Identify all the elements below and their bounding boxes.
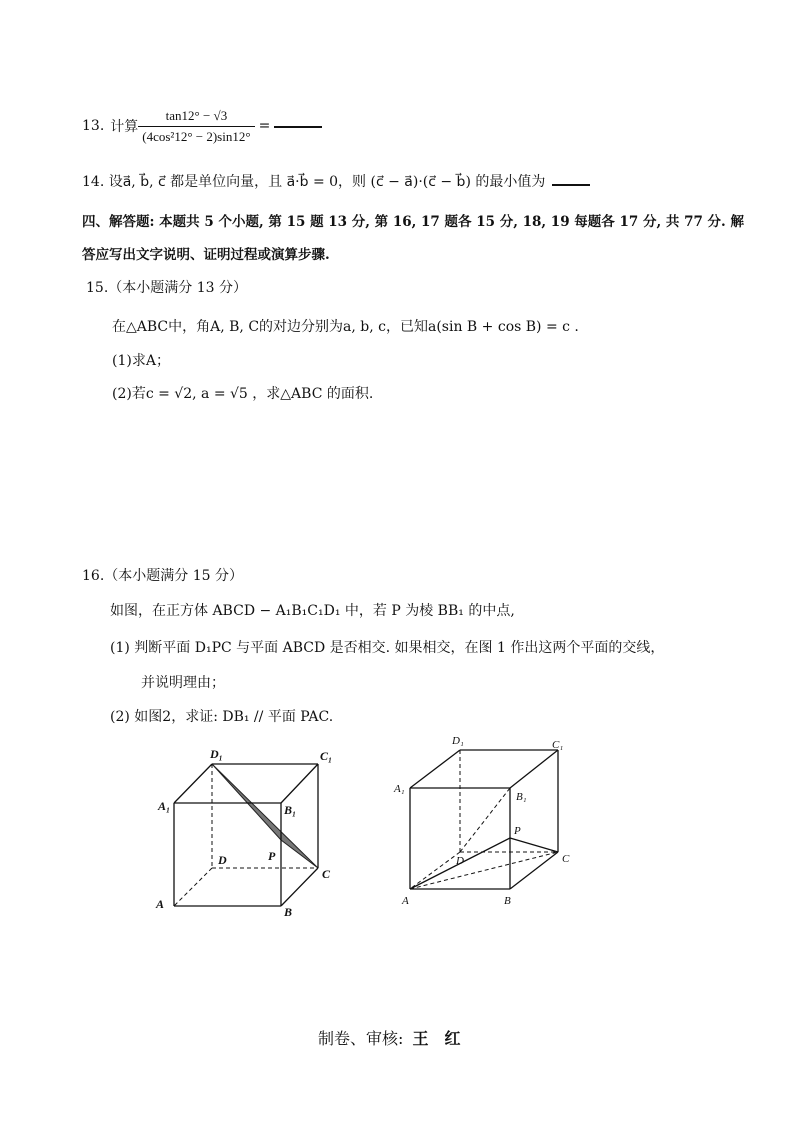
q14-answer-blank[interactable] <box>552 183 590 186</box>
edge-c1-b1 <box>281 764 318 803</box>
q16-part1-line1: (1) 判断平面 D₁PC 与平面 ABCD 是否相交. 如果相交，在图 1 作出这两个平面的交线， <box>110 640 665 656</box>
q16-part1-line2: 并说明理由； <box>141 675 225 691</box>
label-c1: C₁ <box>320 749 333 763</box>
label-b: B <box>284 905 293 919</box>
q13-fraction <box>138 108 254 145</box>
q15-stem: 在△ABC中，角A, B, C的对边分别为a, b, c，已知a(sin B + cos B) = c . <box>112 319 579 335</box>
label-a1: A₁ <box>394 783 405 795</box>
q13-number: 13. <box>82 118 105 134</box>
label-d: D <box>456 855 464 867</box>
edge-a1-d1 <box>410 750 460 788</box>
label-d: D <box>218 853 227 867</box>
label-a: A <box>156 897 165 911</box>
label-d1: D₁ <box>210 747 223 761</box>
figure-2-cube <box>390 732 590 912</box>
section-4-heading-line1: 四、解答题: 本题共 5 个小题, 第 15 题 13 分, 第 16, 17 题各 15 分, 18, 19 每题各 17 分, 共 77 分. 解 <box>82 214 744 230</box>
q13-equals: = <box>258 118 271 134</box>
label-d1: D₁ <box>452 735 464 747</box>
label-c: C <box>322 867 331 881</box>
q13-denominator: (4cos²12° − 2)sin12° <box>142 128 251 144</box>
q15-part1: (1)求A； <box>112 353 170 369</box>
question-13 <box>82 108 322 144</box>
q13-prefix: 计算 <box>110 119 139 135</box>
label-a: A <box>402 895 409 907</box>
q15-header: 15.（本小题满分 13 分） <box>86 280 247 296</box>
q16-header: 16.（本小题满分 15 分） <box>82 568 243 584</box>
q13-answer-blank[interactable] <box>274 125 322 128</box>
label-a1: A₁ <box>158 799 171 813</box>
section-4-heading-line2: 答应写出文字说明、证明过程或演算步骤. <box>82 247 330 263</box>
label-b: B <box>504 895 511 907</box>
question-14 <box>82 171 590 191</box>
plane-d1pc-shading <box>212 764 318 868</box>
edge-a1-d1 <box>174 764 212 803</box>
edge-c1-b1 <box>510 750 558 788</box>
footer-name: 王 红 <box>412 1029 461 1048</box>
q14-text: 14. 设a⃗, b⃗, c⃗ 都是单位向量，且 a⃗·b⃗ = 0，则 (c⃗ − a⃗)·(c⃗ − b⃗) 的最小值为 <box>82 174 546 190</box>
label-c: C <box>562 853 570 865</box>
label-p: P <box>514 825 521 837</box>
figure-1-cube <box>150 740 350 920</box>
hidden-edge-d-a <box>410 852 460 889</box>
label-b1: B₁ <box>516 791 527 803</box>
hidden-diagonal-a-c <box>410 852 558 889</box>
segment-p-c <box>510 838 558 852</box>
q15-part2: (2)若c = √2, a = √5 ，求△ABC 的面积. <box>112 386 374 402</box>
q16-part2: (2) 如图2，求证: DB₁ // 平面 PAC. <box>110 709 334 725</box>
hidden-edge-d-a <box>174 868 212 906</box>
q16-stem: 如图，在正方体 ABCD − A₁B₁C₁D₁ 中，若 P 为棱 BB₁ 的中点, <box>110 603 515 619</box>
label-b1: B₁ <box>284 803 297 817</box>
label-p: P <box>268 849 276 863</box>
label-c1: C₁ <box>552 739 564 751</box>
q13-numerator: tan12° − √3 <box>138 108 254 127</box>
footer <box>318 1026 461 1049</box>
edge-c-b <box>281 868 318 906</box>
footer-label: 制卷、审核: <box>318 1029 404 1048</box>
